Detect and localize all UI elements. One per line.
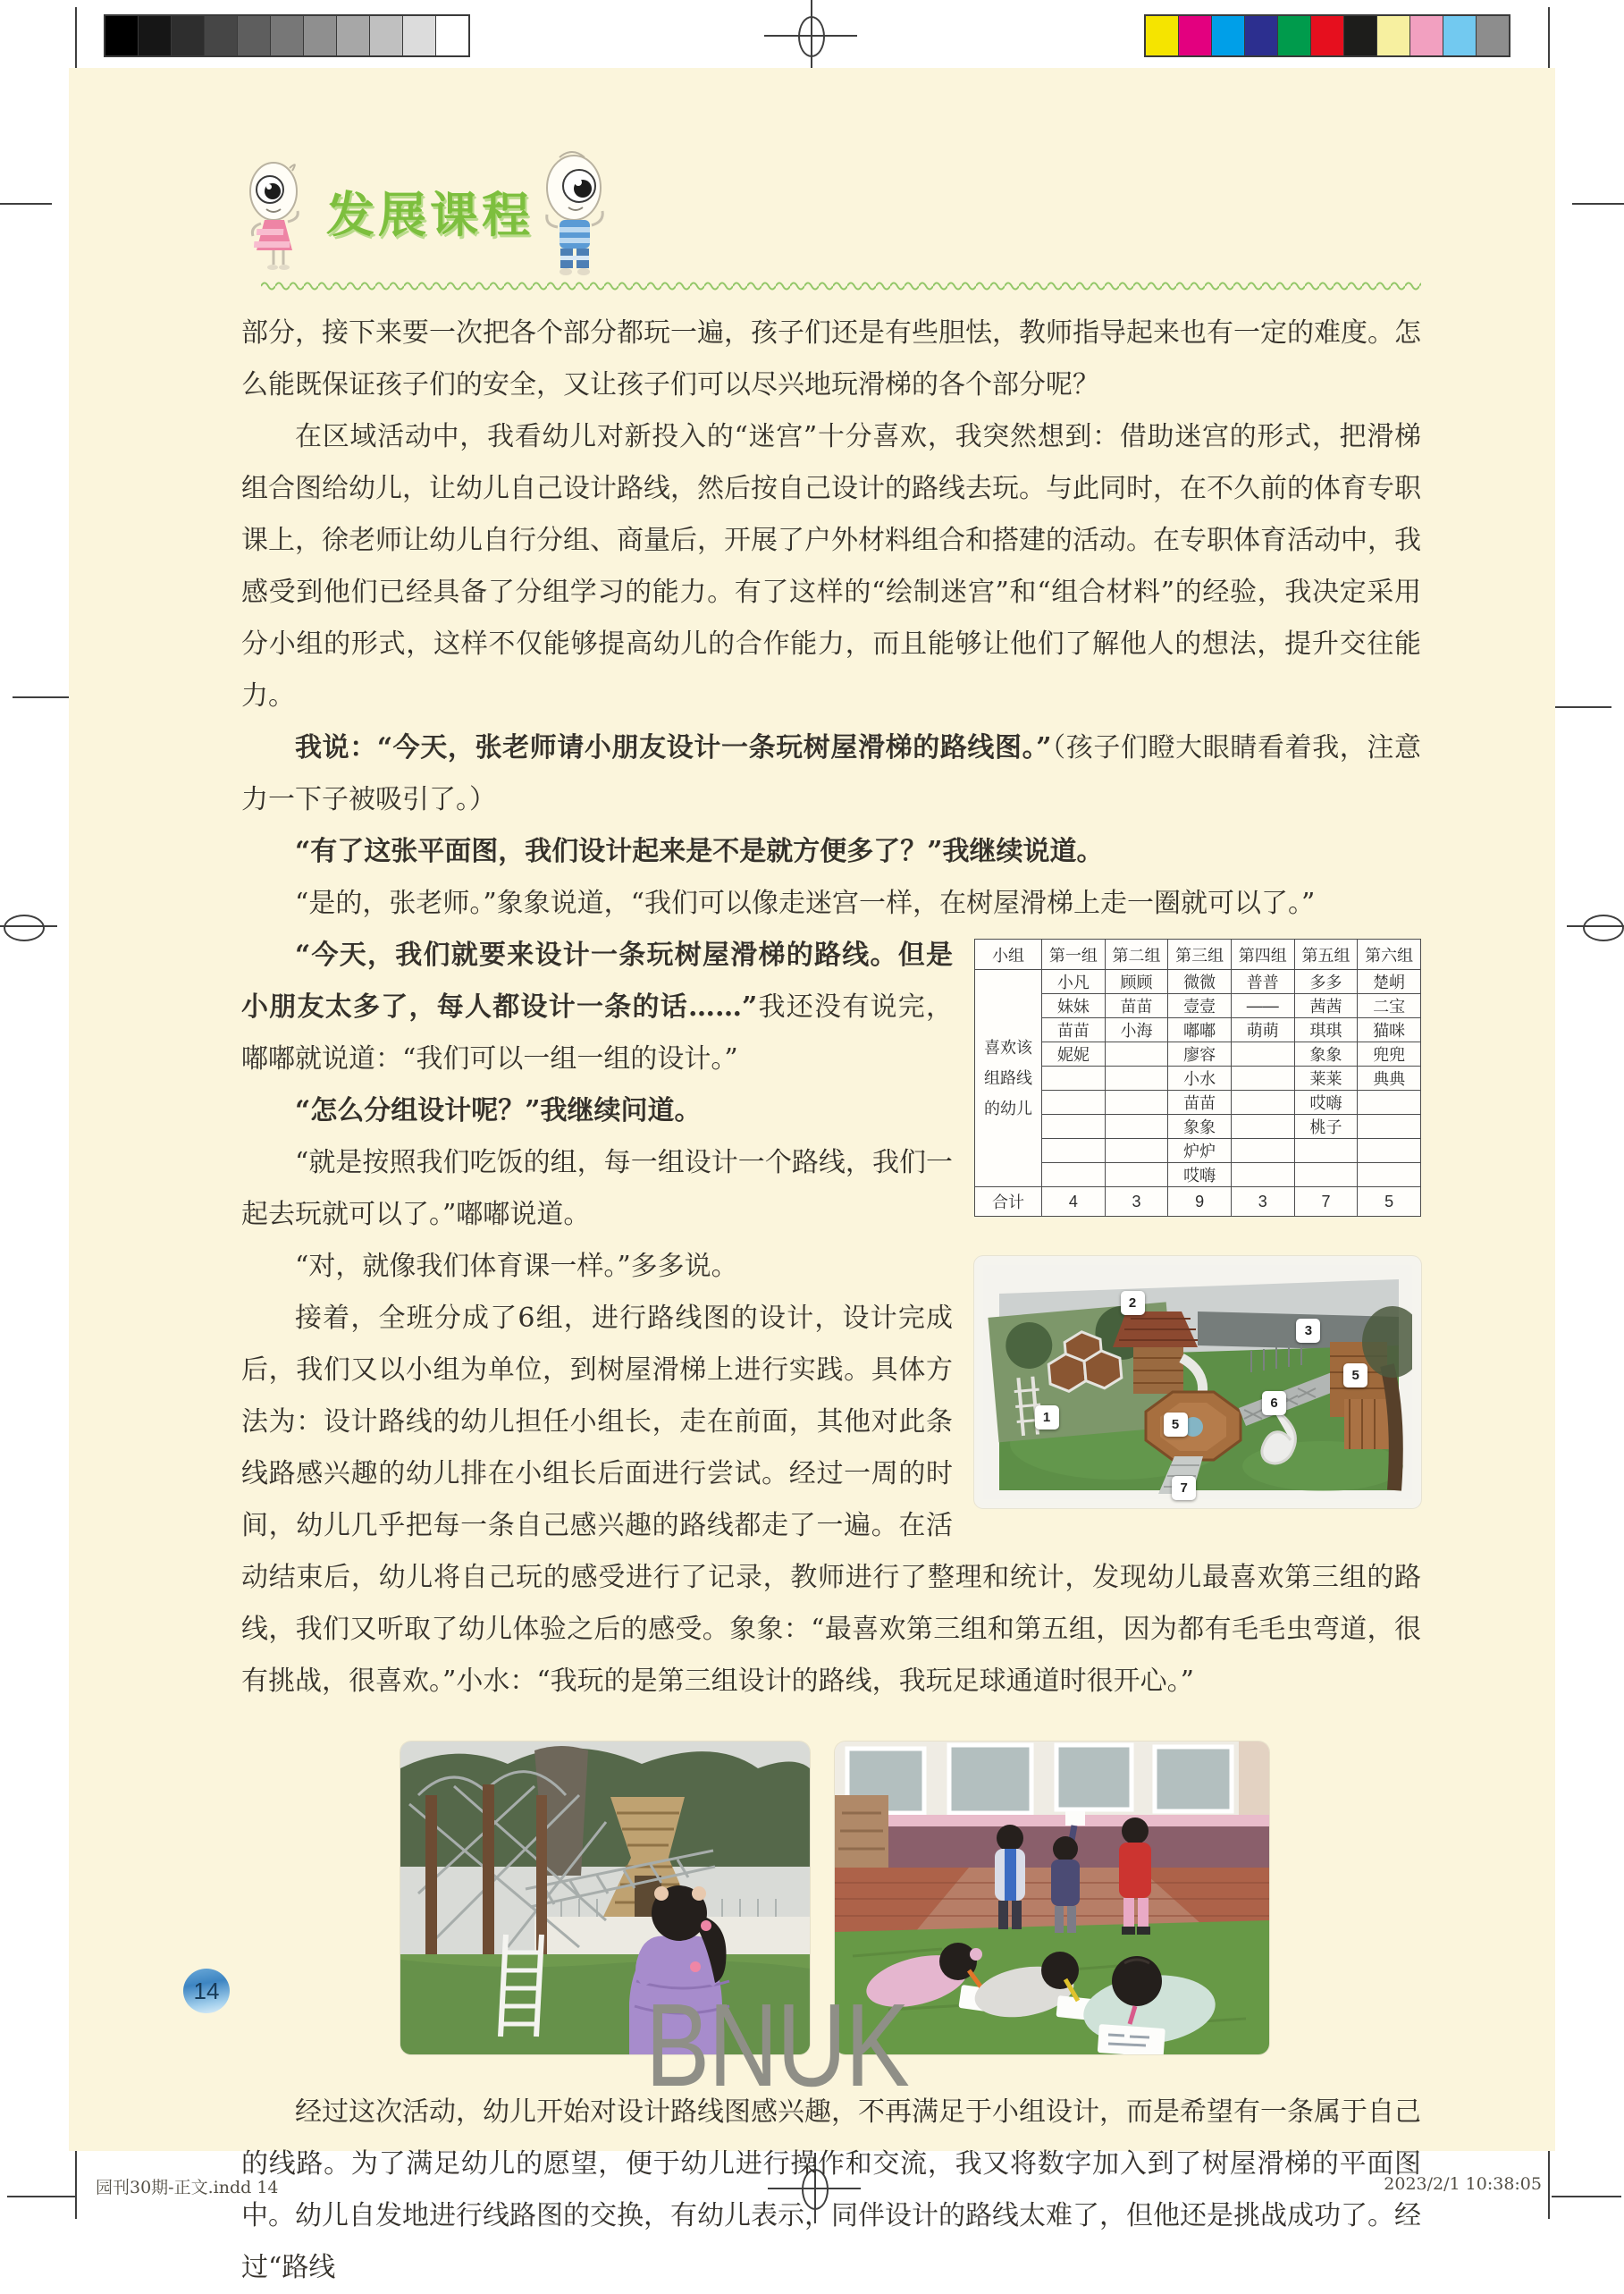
dialogue-bold-text: “今天，我们就要来设计一条玩树屋滑梯的路线。但是小朋友太多了，每人都设计一条的话……” [241, 940, 953, 1023]
mascot-girl-icon [243, 157, 309, 275]
map-number-label: 1 [1035, 1405, 1059, 1430]
color-calibration-bar [1144, 14, 1510, 57]
table-cell: 妹妹 [1042, 994, 1106, 1018]
body-text: 经过这次活动，幼儿开始对设计路线图感兴趣，不再满足于小组设计，而是希望有一条属于自己的线路。为了满足幼儿的愿望，便于幼儿进行操作和交流，我又将数字加入到了树屋滑梯的平面图中。幼儿自发地进行线路图的交换，有幼儿表示，同伴设计的路线太难了，但他还是挑战成功了。经过“路线 [241, 2096, 1421, 2283]
table-total-cell: 9 [1168, 1187, 1232, 1217]
table-cell: 顾顾 [1105, 970, 1168, 994]
calibration-swatch [1311, 16, 1344, 55]
table-cell [1358, 1139, 1421, 1163]
table-cell [1231, 1067, 1294, 1091]
table-cell [1105, 1163, 1168, 1187]
calibration-swatch [139, 16, 172, 55]
paragraph [241, 826, 1421, 878]
fold-mark [13, 696, 75, 698]
calibration-swatch [1245, 16, 1278, 55]
table-total-cell: 4 [1042, 1187, 1106, 1217]
calibration-swatch [1443, 16, 1477, 55]
crop-mark [7, 2196, 77, 2197]
calibration-swatch [205, 16, 238, 55]
table-cell [1042, 1067, 1106, 1091]
paragraph [241, 308, 1421, 411]
fold-mark [1549, 706, 1611, 708]
table-cell: 哎嗨 [1168, 1163, 1232, 1187]
article-with-sidebar [241, 930, 1421, 1708]
registration-mark [1567, 925, 1624, 927]
table-cell [1231, 1042, 1294, 1067]
group-preference-table [974, 939, 1421, 1217]
table-cell: 象象 [1294, 1042, 1358, 1067]
table-cell [1042, 1139, 1106, 1163]
crop-mark [1572, 203, 1624, 205]
table-cell [1042, 1163, 1106, 1187]
article-top [241, 308, 1421, 930]
table-cell: 二宝 [1358, 994, 1421, 1018]
table-total-label: 合计 [975, 1187, 1042, 1217]
table-cell: 嘟嘟 [1168, 1018, 1232, 1042]
table-cell: 普普 [1231, 970, 1294, 994]
table-cell [1358, 1115, 1421, 1139]
calibration-swatch [271, 16, 304, 55]
table-cell: 小凡 [1042, 970, 1106, 994]
dialogue-bold-text: “怎么分组设计呢？”我继续问道。 [295, 1095, 702, 1126]
calibration-swatch [304, 16, 337, 55]
footer-timestamp: 2023/2/1 10:38:05 [1384, 2174, 1542, 2194]
table-cell [1105, 1067, 1168, 1091]
body-text: 部分，接下来要一次把各个部分都玩一遍，孩子们还是有些胆怯，教师指导起来也有一定的难度。怎么能既保证孩子们的安全，又让孩子们可以尽兴地玩滑梯的各个部分呢？ [241, 317, 1421, 401]
table-cell [1042, 1091, 1106, 1115]
registration-mark [1583, 915, 1624, 941]
table-header-cell: 第四组 [1231, 940, 1294, 970]
grayscale-calibration-bar [104, 14, 470, 57]
map-number-label: 5 [1164, 1413, 1188, 1437]
table-header-cell: 第二组 [1105, 940, 1168, 970]
table-cell: 猫咪 [1358, 1018, 1421, 1042]
mascot-boy-icon [536, 148, 617, 279]
table-cell: 象象 [1168, 1115, 1232, 1139]
table-cell [1231, 1091, 1294, 1115]
table-total-cell: 5 [1358, 1187, 1421, 1217]
table-header-cell: 第一组 [1042, 940, 1106, 970]
table-cell [1294, 1163, 1358, 1187]
paragraph [241, 722, 1421, 826]
table-row-label: 喜欢该 组路线 的幼儿 [975, 970, 1042, 1187]
table-cell: 廖容 [1168, 1042, 1232, 1067]
table-cell: 哎嗨 [1294, 1091, 1358, 1115]
table-cell: 茜茜 [1294, 994, 1358, 1018]
article-bottom [241, 2087, 1421, 2294]
table-cell: 苗苗 [1042, 1018, 1106, 1042]
table-total-cell: 3 [1105, 1187, 1168, 1217]
table-cell: 楚岄 [1358, 970, 1421, 994]
table-cell [1294, 1139, 1358, 1163]
table-cell [1105, 1042, 1168, 1067]
dialogue-bold-text: 我说：“今天，张老师请小朋友设计一条玩树屋滑梯的路线图。” [295, 732, 1052, 763]
table-total-cell: 7 [1294, 1187, 1358, 1217]
wavy-divider [261, 279, 1421, 293]
section-header [241, 154, 1421, 279]
right-column [974, 939, 1421, 1508]
calibration-swatch [436, 16, 468, 55]
table-header-cell: 第六组 [1358, 940, 1421, 970]
table-cell: 多多 [1294, 970, 1358, 994]
table-cell [1105, 1139, 1168, 1163]
calibration-swatch [1146, 16, 1179, 55]
body-text: “是的，张老师。”象象说道，“我们可以像走迷宫一样，在树屋滑梯上走一圈就可以了。” [295, 888, 1316, 919]
calibration-swatch [1344, 16, 1377, 55]
table-cell: 壹壹 [1168, 994, 1232, 1018]
body-text: 接着，全班分成了6组，进行路线图的设计，设计完成后，我们又以小组为单位，到树屋滑梯上进行实践。具体方法为：设计路线的幼儿担任小组长，走在前面，其他对此条线路感兴趣的幼儿排在小组长后面进行尝试。经过一周的时间，幼儿几乎把每一条自己感兴趣的路线都走了一遍。在活动结束后，幼儿将自己玩的感受进行了记录，教师进行了整理和统计，发现幼儿最喜欢第三组的路线，我们又听取了幼儿体验之后的感受。象象：“最喜欢第三组和第五组，因为都有毛毛虫弯道，很有挑战，很喜欢。”小水：“我玩的是第三组设计的路线，我玩足球通道时很开心。” [241, 1303, 1421, 1697]
table-cell: 桃子 [1294, 1115, 1358, 1139]
dialogue-bold-text: “有了这张平面图，我们设计起来是不是就方便多了？”我继续说道。 [295, 836, 1104, 867]
calibration-swatch [1179, 16, 1212, 55]
footer-file-name: 园刊30期-正文.indd 14 [96, 2178, 279, 2197]
table-cell: 苗苗 [1168, 1091, 1232, 1115]
table-cell [1231, 1139, 1294, 1163]
table-cell [1231, 1163, 1294, 1187]
paragraph [241, 2087, 1421, 2294]
table-cell: 小海 [1105, 1018, 1168, 1042]
table-cell [1358, 1091, 1421, 1115]
registration-mark [0, 925, 57, 927]
registration-mark [4, 915, 45, 941]
calibration-swatch [370, 16, 403, 55]
map-number-label: 5 [1343, 1363, 1367, 1387]
table-cell [1231, 1115, 1294, 1139]
table-cell: 萌萌 [1231, 1018, 1294, 1042]
table-cell: 妮妮 [1042, 1042, 1106, 1067]
section-title: 发展课程 [326, 189, 534, 242]
crop-mark [1552, 2196, 1621, 2197]
table-cell [1105, 1091, 1168, 1115]
page-number-badge [183, 1969, 230, 2013]
body-text: “对，就像我们体育课一样。”多多说。 [295, 1251, 738, 1282]
crop-mark [0, 203, 52, 205]
paragraph [241, 411, 1421, 722]
calibration-swatch [1212, 16, 1245, 55]
calibration-swatch [403, 16, 436, 55]
table-cell [1105, 1115, 1168, 1139]
map-number-label: 3 [1296, 1319, 1320, 1343]
table-cell: —— [1231, 994, 1294, 1018]
calibration-swatch [1410, 16, 1443, 55]
calibration-swatch [337, 16, 370, 55]
map-number-label: 6 [1262, 1391, 1286, 1415]
table-cell: 小水 [1168, 1067, 1232, 1091]
calibration-swatch [172, 16, 205, 55]
body-text: （孩子们瞪大眼睛看着我，注意力一下子被吸引了。） [241, 732, 1422, 815]
calibration-swatch [1477, 16, 1509, 55]
registration-mark [798, 16, 825, 57]
watermark-text: BNUK [645, 1979, 909, 2111]
table-cell: 典典 [1358, 1067, 1421, 1091]
table-cell: 莱莱 [1294, 1067, 1358, 1091]
map-number-label: 2 [1121, 1291, 1145, 1315]
calibration-swatch [238, 16, 271, 55]
table-cell: 苗苗 [1105, 994, 1168, 1018]
calibration-swatch [1377, 16, 1410, 55]
table-cell: 微微 [1168, 970, 1232, 994]
table-header-cell: 第五组 [1294, 940, 1358, 970]
paragraph [241, 878, 1421, 930]
table-cell [1358, 1163, 1421, 1187]
table-cell: 琪琪 [1294, 1018, 1358, 1042]
table-header-cell: 第三组 [1168, 940, 1232, 970]
table-cell [1042, 1115, 1106, 1139]
table-total-cell: 3 [1231, 1187, 1294, 1217]
playground-map-photo [974, 1256, 1421, 1508]
table-cell: 兜兜 [1358, 1042, 1421, 1067]
body-text: 在区域活动中，我看幼儿对新投入的“迷宫”十分喜欢，我突然想到：借助迷宫的形式，把滑梯组合图给幼儿，让幼儿自己设计路线，然后按自己设计的路线去玩。与此同时，在不久前的体育专职课上，徐老师让幼儿自行分组、商量后，开展了户外材料组合和搭建的活动。在专职体育活动中，我感受到他们已经具备了分组学习的能力。有了这样的“绘制迷宫”和“组合材料”的经验，我决定采用分小组的形式，这样不仅能够提高幼儿的合作能力，而且能够让他们了解他人的想法，提升交往能力。 [241, 421, 1421, 712]
photo-row [400, 1742, 1421, 2054]
body-text: 我还没有说完，嘟嘟就说道：“我们可以一组一组的设计。” [241, 991, 953, 1075]
calibration-swatch [1278, 16, 1311, 55]
calibration-swatch [105, 16, 139, 55]
body-text: “就是按照我们吃饭的组，每一组设计一个路线，我们一起去玩就可以了。”嘟嘟说道。 [241, 1147, 953, 1230]
map-number-label: 7 [1172, 1476, 1196, 1500]
table-header-cell: 小组 [975, 940, 1042, 970]
table-cell: 炉炉 [1168, 1139, 1232, 1163]
page-number: 14 [193, 1977, 220, 2004]
